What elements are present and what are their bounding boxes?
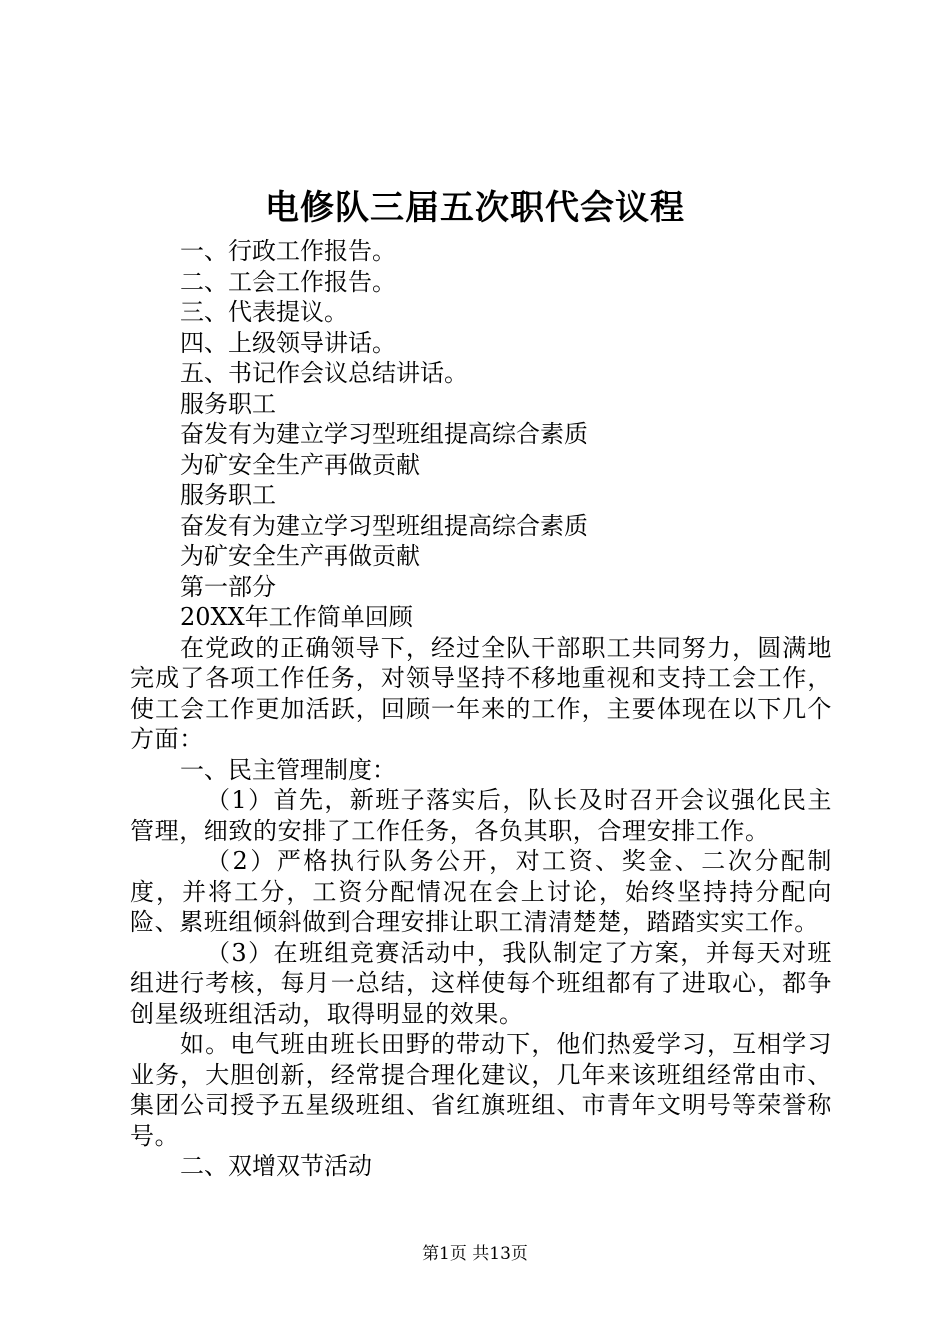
agenda-item-5: 五、书记作会议总结讲话。 <box>180 359 468 387</box>
example-paragraph: 如。电气班由班长田野的带动下，他们热爱学习，互相学习业务，大胆创新，经常提合理化建议，几年来该班组经常由市、集团公司授予五星级班组、省红旗班组、市青年文明号等荣誉称号。 <box>130 1030 832 1150</box>
slogan-line: 奋发有为建立学习型班组提高综合素质 <box>180 420 588 448</box>
section-heading: 二、双增双节活动 <box>180 1152 372 1180</box>
slogan-line: 为矿安全生产再做贡献 <box>180 450 420 479</box>
slogan-line: 为矿安全生产再做贡献 <box>180 542 420 570</box>
page-indicator: 第1页 共13页 <box>422 1244 528 1264</box>
document-body <box>130 236 832 1182</box>
slogan-line: 服务职工 <box>180 481 276 509</box>
review-heading: 20XX年工作简单回顾 <box>180 603 413 631</box>
list-item: （3）在班组竞赛活动中，我队制定了方案，并每天对班组进行考核，每月一总结，这样使每个班组都有了进取心，都争创星级班组活动，取得明显的效果。 <box>130 938 832 1028</box>
section-heading: 一、民主管理制度： <box>180 755 396 784</box>
slogan-line: 奋发有为建立学习型班组提高综合素质 <box>180 511 588 540</box>
agenda-item-1: 一、行政工作报告。 <box>180 237 396 265</box>
agenda-item-4: 四、上级领导讲话。 <box>180 328 396 357</box>
list-item: （1）首先，新班子落实后，队长及时召开会议强化民主管理，细致的安排了工作任务，各负其职，合理安排工作。 <box>130 786 832 845</box>
slogan-line: 服务职工 <box>180 389 276 418</box>
intro-paragraph: 在党政的正确领导下，经过全队干部职工共同努力，圆满地完成了各项工作任务，对领导坚持不移地重视和支持工会工作，使工会工作更加活跃，回顾一年来的工作，主要体现在以下几个方面： <box>130 633 832 753</box>
part-label: 第一部分 <box>180 572 276 601</box>
agenda-item-2: 二、工会工作报告。 <box>180 267 396 296</box>
agenda-item-3: 三、代表提议。 <box>180 298 348 326</box>
list-item: （2）严格执行队务公开，对工资、奖金、二次分配制度，并将工分，工资分配情况在会上讨论，始终坚持持分配向险、累班组倾斜做到合理安排让职工清清楚楚，踏踏实实工作。 <box>130 847 832 936</box>
document-title: 电修队三届五次职代会议程 <box>265 188 685 228</box>
